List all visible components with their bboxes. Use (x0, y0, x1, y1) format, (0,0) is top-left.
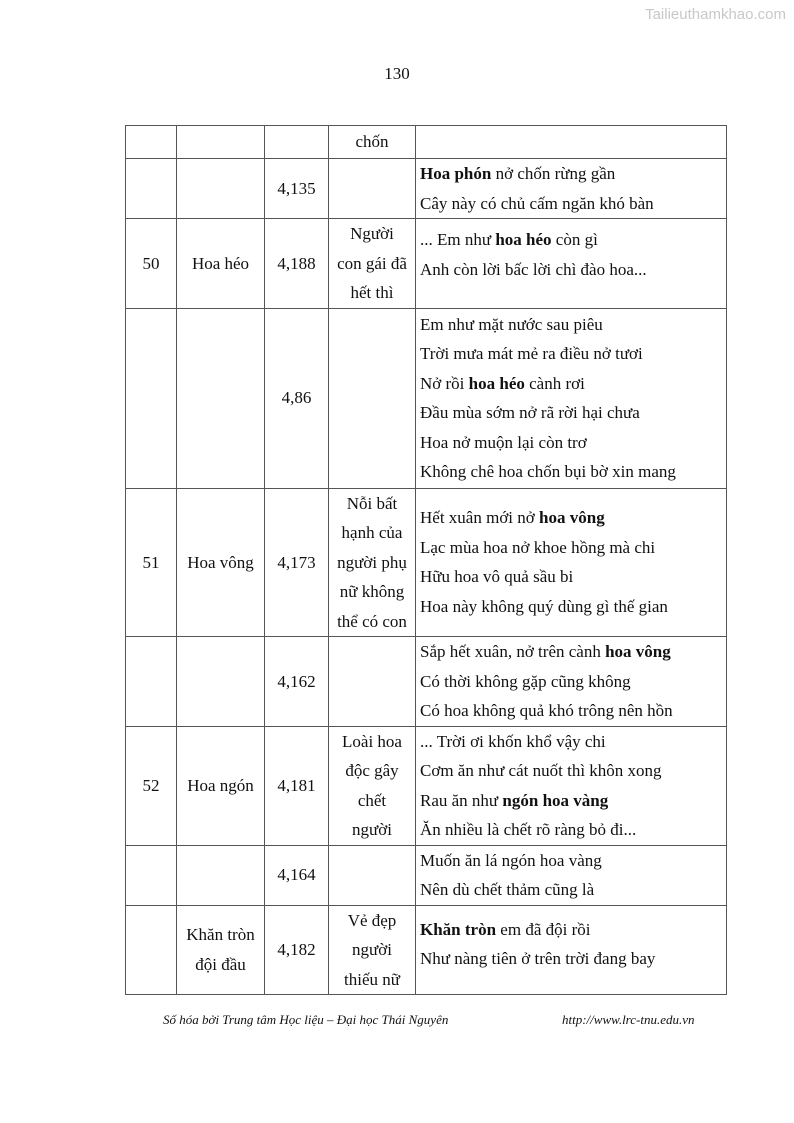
cell-symbol-name (177, 637, 265, 727)
verse-line (420, 562, 726, 592)
meaning-line: Vẻ đẹp (347, 910, 397, 930)
cell-verse-code: 4,162 (265, 637, 329, 727)
cell-meaning (329, 219, 416, 309)
cell-verse (416, 905, 727, 995)
verse-highlight: Khăn tròn (420, 919, 497, 939)
verse-text: Rau ăn như (420, 790, 503, 810)
meaning-line: hạnh của (341, 523, 403, 542)
cell-symbol-name: Hoa ngón (177, 726, 265, 845)
meaning-line: người (352, 940, 392, 959)
verse-text: Lạc mùa hoa nở khoe hồng mà chi (420, 537, 656, 557)
table-row (126, 308, 727, 488)
verse-line (420, 815, 726, 845)
cell-verse-code: 4,181 (265, 726, 329, 845)
cell-verse-code: 4,173 (265, 488, 329, 637)
verse-line (420, 159, 726, 189)
verse-text: Hoa này không quý dùng gì thế gian (420, 596, 668, 616)
cell-verse-code: 4,86 (265, 308, 329, 488)
verse-text: Đầu mùa sớm nở rã rời hại chưa (420, 403, 640, 422)
verse-line (420, 369, 726, 399)
verse-line (420, 846, 726, 876)
verse-line (420, 255, 726, 285)
table-row (126, 637, 727, 727)
watermark: Tailieuthamkhao.com (645, 6, 786, 23)
meaning-line: chốn (355, 132, 389, 152)
verse-line (420, 637, 726, 667)
cell-verse (416, 845, 727, 905)
cell-number: 52 (126, 726, 177, 845)
verse-line (420, 503, 726, 533)
table-row (126, 726, 727, 845)
cell-number (126, 126, 177, 159)
cell-symbol-name (177, 126, 265, 159)
cell-meaning (329, 905, 416, 995)
verse-text: Có hoa không quả khó trông nên hồn (420, 701, 673, 720)
verse-line (420, 457, 726, 487)
cell-meaning (329, 726, 416, 845)
verse-line (420, 727, 726, 757)
verse-text: còn gì (551, 230, 598, 249)
cell-number (126, 845, 177, 905)
verse-line (420, 310, 726, 340)
table-row (126, 905, 727, 995)
meaning-line: thiếu nữ (344, 969, 400, 989)
verse-line (420, 696, 726, 726)
cell-symbol-name (177, 845, 265, 905)
footer-source: Số hóa bởi Trung tâm Học liệu – Đại học Thái Nguyên (163, 1012, 449, 1027)
verse-text: Nở rồi (420, 373, 469, 393)
verse-line (420, 398, 726, 428)
flower-symbol-table (125, 125, 727, 995)
verse-line (420, 533, 726, 563)
table-row (126, 488, 727, 637)
cell-meaning (329, 488, 416, 637)
meaning-line: hết thì (350, 283, 394, 302)
verse-text: Như nàng tiên ở trên trời đang bay (420, 949, 656, 968)
verse-text: Muốn ăn lá ngón hoa vàng (420, 850, 602, 870)
verse-line (420, 225, 726, 255)
verse-highlight: hoa héo (495, 230, 552, 249)
meaning-line: con gái đã (337, 253, 407, 273)
verse-text: Trời mưa mát mẻ ra điều nở tươi (420, 344, 643, 363)
cell-number: 51 (126, 488, 177, 637)
verse-text: Nên dù chết thảm cũng là (420, 880, 595, 899)
meaning-line: thể có con (337, 611, 407, 631)
verse-text: Hoa nở muộn lại còn trơ (420, 432, 587, 452)
verse-text: Sắp hết xuân, nở trên cành (420, 642, 606, 661)
cell-verse (416, 126, 727, 159)
verse-line (420, 875, 726, 905)
verse-text: Cây này có chủ cấm ngăn khó bàn (420, 193, 654, 213)
cell-verse-code: 4,164 (265, 845, 329, 905)
cell-verse (416, 726, 727, 845)
cell-verse-code: 4,188 (265, 219, 329, 309)
cell-number (126, 637, 177, 727)
verse-text: cành rơi (524, 373, 585, 393)
cell-number (126, 308, 177, 488)
meaning-line: Nỗi bất (346, 493, 398, 513)
verse-line (420, 189, 726, 219)
page-number: 130 (384, 64, 410, 83)
cell-symbol-name: Hoa héo (177, 219, 265, 309)
verse-line (420, 786, 726, 816)
verse-text: Có thời không gặp cũng không (420, 671, 631, 691)
cell-verse-code: 4,182 (265, 905, 329, 995)
meaning-line: Loài hoa (342, 731, 402, 751)
verse-text: Hết xuân mới nở (420, 508, 540, 528)
meaning-line: độc gây (345, 761, 399, 780)
verse-line (420, 944, 726, 974)
verse-text: Cơm ăn như cát nuốt thì khôn xong (420, 761, 662, 780)
meaning-line: Người (350, 224, 394, 243)
cell-symbol-name: Khăn tròn đội đầu (177, 905, 265, 995)
verse-line (420, 339, 726, 369)
cell-verse (416, 308, 727, 488)
meaning-line: nữ không (339, 582, 405, 601)
verse-line (420, 756, 726, 786)
verse-text: ... Trời ơi khốn khổ vậy chi (420, 731, 606, 751)
verse-text: Em như mặt nước sau piêu (420, 314, 603, 334)
cell-meaning (329, 126, 416, 159)
verse-highlight: ngón hoa vàng (502, 790, 609, 810)
table-row (126, 219, 727, 309)
verse-line (420, 915, 726, 945)
cell-verse-code (265, 126, 329, 159)
cell-meaning (329, 845, 416, 905)
verse-text: ... Em như (420, 230, 496, 249)
cell-verse (416, 637, 727, 727)
cell-number: 50 (126, 219, 177, 309)
cell-meaning (329, 637, 416, 727)
cell-verse-code: 4,135 (265, 159, 329, 219)
cell-symbol-name: Hoa vông (177, 488, 265, 637)
cell-symbol-name (177, 159, 265, 219)
verse-line (420, 667, 726, 697)
verse-text: Không chê hoa chốn bụi bờ xin mang (420, 462, 676, 481)
meaning-line: chết (357, 790, 387, 810)
verse-text: em đã đội rồi (496, 919, 591, 939)
verse-highlight: hoa héo (468, 373, 525, 393)
table-row (126, 845, 727, 905)
verse-highlight: hoa vông (539, 508, 605, 528)
cell-verse (416, 159, 727, 219)
cell-symbol-name (177, 308, 265, 488)
cell-meaning (329, 308, 416, 488)
verse-text: Hữu hoa vô quả sầu bi (420, 567, 574, 587)
verse-line (420, 592, 726, 622)
table-row (126, 126, 727, 159)
verse-highlight: hoa vông (605, 642, 671, 661)
cell-verse (416, 488, 727, 637)
cell-number (126, 905, 177, 995)
table-row (126, 159, 727, 219)
meaning-line: người (352, 820, 392, 839)
cell-number (126, 159, 177, 219)
cell-verse (416, 219, 727, 309)
footer-url: http://www.lrc-tnu.edu.vn (562, 1012, 695, 1027)
verse-highlight: Hoa phón (420, 164, 492, 183)
verse-line (420, 428, 726, 458)
verse-text: nở chốn rừng gần (491, 164, 616, 183)
meaning-line: người phụ (337, 552, 407, 572)
cell-meaning (329, 159, 416, 219)
verse-text: Anh còn lời bấc lời chì đào hoa... (420, 259, 647, 279)
verse-text: Ăn nhiều là chết rõ ràng bỏ đi... (420, 820, 637, 839)
